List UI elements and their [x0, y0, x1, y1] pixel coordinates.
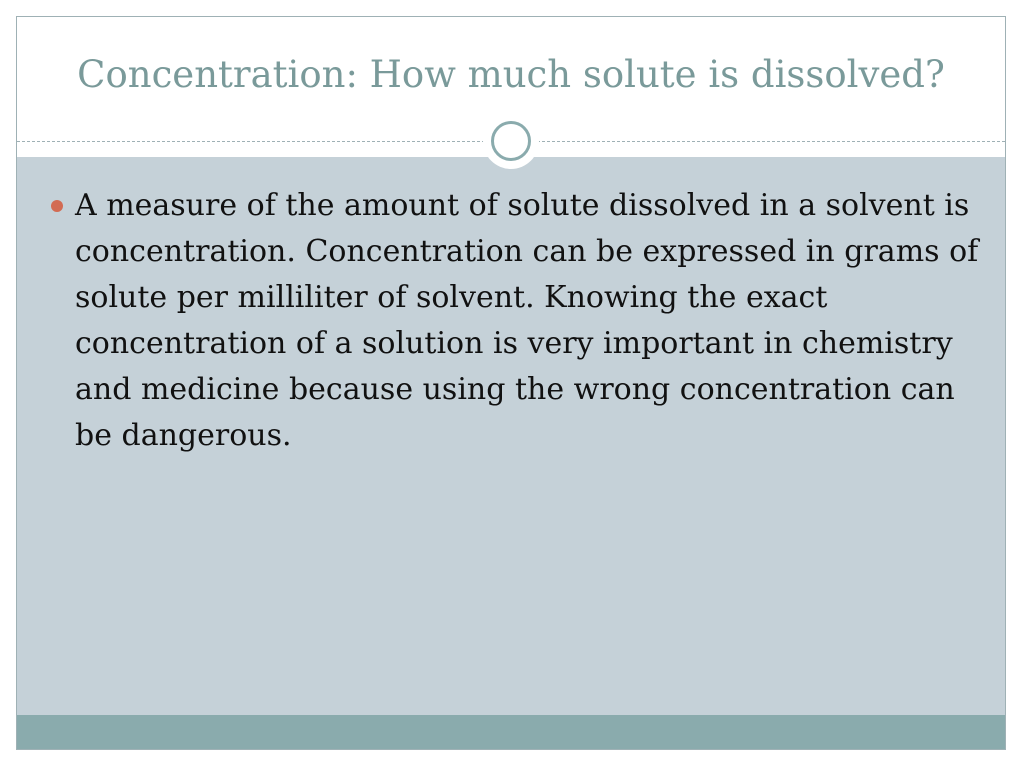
bullet-list	[51, 183, 981, 459]
slide-title: Concentration: How much solute is dissolved?	[77, 53, 945, 96]
footer-bar	[17, 715, 1005, 749]
slide	[16, 16, 1006, 750]
bullet-text: A measure of the amount of solute dissolved in a solvent is concentration. Concentration can be expressed in grams of solute per milliliter of solvent. Knowing the exact concentration of a solution is very important in chemistry and medicine because using the wrong concentration can be dangerous.	[75, 188, 979, 453]
ornament-ring	[491, 121, 531, 161]
bullet-dot-icon	[51, 200, 63, 212]
circle-ring-icon	[483, 113, 539, 169]
bullet-item	[51, 183, 981, 459]
